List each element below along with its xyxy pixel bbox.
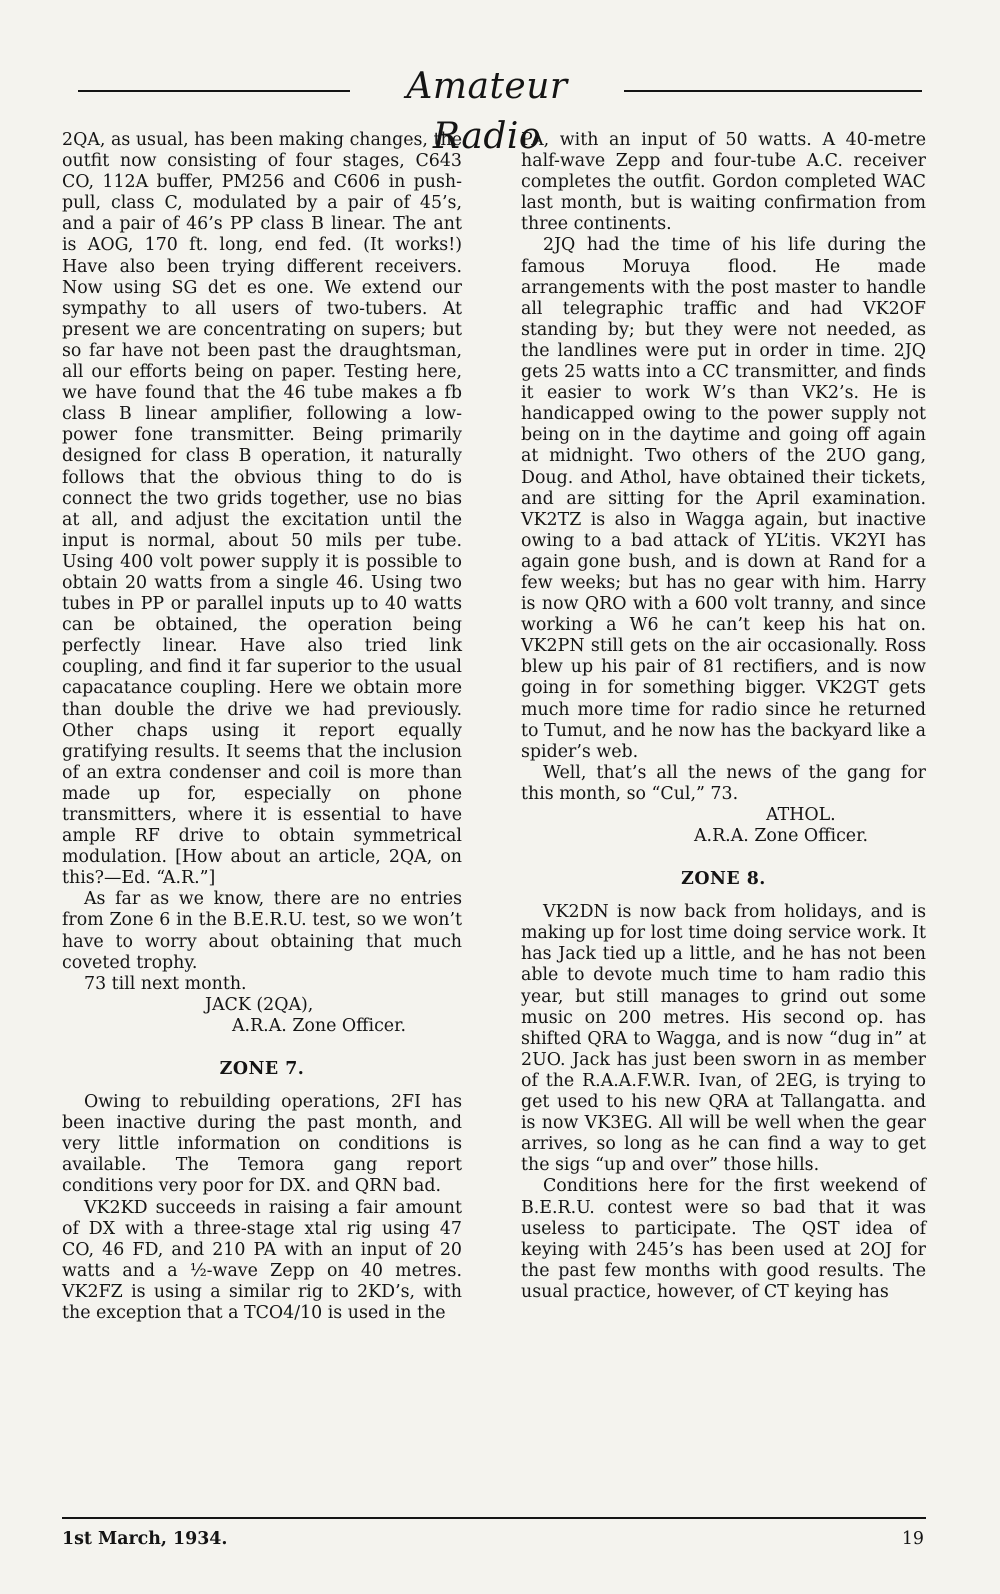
signature-name: ATHOL. (766, 805, 836, 825)
paragraph: Well, that’s all the news of the gang for this month, so “Cul,” 73. (521, 762, 926, 804)
masthead-title: Amateur Radio (406, 66, 568, 157)
masthead-rule-left (78, 90, 350, 92)
paragraph: Conditions here for the first weekend of B.E.R.U. contest were so bad that it was useless to participate. The QST idea of keying with 245’s has been used at 2OJ for the past few months with good results. The usual practice, however, of CT keying has (521, 1176, 926, 1302)
page-number: 19 (901, 1529, 924, 1549)
signature-title: A.R.A. Zone Officer. (232, 1015, 407, 1036)
masthead (78, 62, 922, 157)
issue-date: 1st March, 1934. (62, 1529, 228, 1549)
footer-rule (62, 1517, 926, 1519)
paragraph: VK2KD succeeds in raising a fair amount of DX with a three-stage xtal rig using 47 CO, 46 FD, and 210 PA with an input of 20 watts and a ½-wave Zepp on 40 metres. VK2FZ is using a similar rig to 2KD’s, with the exception that a TCO4/10 is used in the (62, 1197, 462, 1323)
right-column (521, 130, 926, 1303)
left-column (62, 130, 462, 1324)
signature-title: A.R.A. Zone Officer. (694, 826, 869, 847)
paragraph: 73 till next month. (84, 973, 247, 994)
signature-name: JACK (2QA), (205, 994, 314, 1015)
paragraph: 2JQ had the time of his life during the famous Moruya flood. He made arrangements with the post master to handle all telegraphic traffic and had VK2OF standing by; but they were not needed, as the landlines were put in order in time. 2JQ gets 25 watts into a CC transmitter, and finds it easier to work W’s than VK2’s. He is handicapped owing to the power supply not being on in the daytime and going off again at midnight. Two others of the 2UO gang, Doug. and Athol, have obtained their tickets, and are sitting for the April examination. VK2TZ is also in Wagga again, but inactive owing to a bad attack of YL’itis. VK2YI has again gone bush, and is down at Rand for a few weeks; but has no gear with him. Harry is now QRO with a 600 volt tranny, and since working a W6 he can’t keep his hat on. VK2PN still gets on the air occasionally. Ross blew up his pair of 81 rectifiers, and is now going in for something bigger. VK2GT gets much more time for radio since he returned to Tumut, and he now has the backyard like a spider’s web. (521, 235, 926, 762)
paragraph: VK2DN is now back from holidays, and is making up for lost time doing service work. It has Jack tied up a little, and he has not been able to devote much time to ham radio this year, but still manages to grind out some music on 200 metres. His second op. has shifted QRA to Wagga, and is now “dug in” at 2UO. Jack has just been sworn in as member of the R.A.A.F.W.R. Ivan, of 2EG, is trying to get used to his new QRA at Tallangatta. and is now VK3EG. All will be well when the gear arrives, so long as he can find a way to get the sigs “up and over” those hills. (521, 902, 926, 1176)
paragraph: 2QA, as usual, has been making changes, the outfit now consisting of four stages, C643 CO, 112A buffer, PM256 and C606 in push-pull, class C, modulated by a pair of 45’s, and a pair of 46’s PP class B linear. The ant is AOG, 170 ft. long, end fed. (It works!) Have also been trying different receivers. Now using SG det es one. We extend our sympathy to all users of two-tubers. At present we are concentrating on supers; but so far have not been past the draughtsman, all our efforts being on paper. Testing here, we have found that the 46 tube makes a fb class B linear amplifier, following a low-power fone transmitter. Being primarily designed for class B operation, it naturally follows that the obvious thing to do is connect the two grids together, use no bias at all, and adjust the excitation until the input is normal, about 50 mils per tube. Using 400 volt power supply it is possible to obtain 20 watts from a single 46. Using two tubes in PP or parallel inputs up to 40 watts can be obtained, the operation being perfectly linear. Have also tried link coupling, and find it far superior to the usual capacatance coupling. Here we obtain more than double the drive we had previously. Other chaps using it report equally gratifying results. It seems that the inclusion of an extra condenser and coil is more than made up for, especially on phone transmitters, where it is essential to have ample RF drive to obtain symmetrical modulation. [How about an article, 2QA, on this?—Ed. “A.R.”] (62, 130, 462, 889)
zone-7-heading: ZONE 7. (219, 1059, 305, 1080)
paragraph: PA, with an input of 50 watts. A 40-metre half-wave Zepp and four-tube A.C. receiver completes the outfit. Gordon completed WAC last month, but is waiting confirmation from three continents. (521, 130, 926, 235)
masthead-rule-right (624, 90, 922, 92)
zone-8-heading: ZONE 8. (681, 869, 766, 890)
paragraph: As far as we know, there are no entries from Zone 6 in the B.E.R.U. test, so we won’t have to worry about obtaining that much coveted trophy. (62, 889, 462, 973)
paragraph: Owing to rebuilding operations, 2FI has been inactive during the past month, and very little information on conditions is available. The Temora gang report conditions very poor for DX. and QRN bad. (62, 1092, 462, 1197)
